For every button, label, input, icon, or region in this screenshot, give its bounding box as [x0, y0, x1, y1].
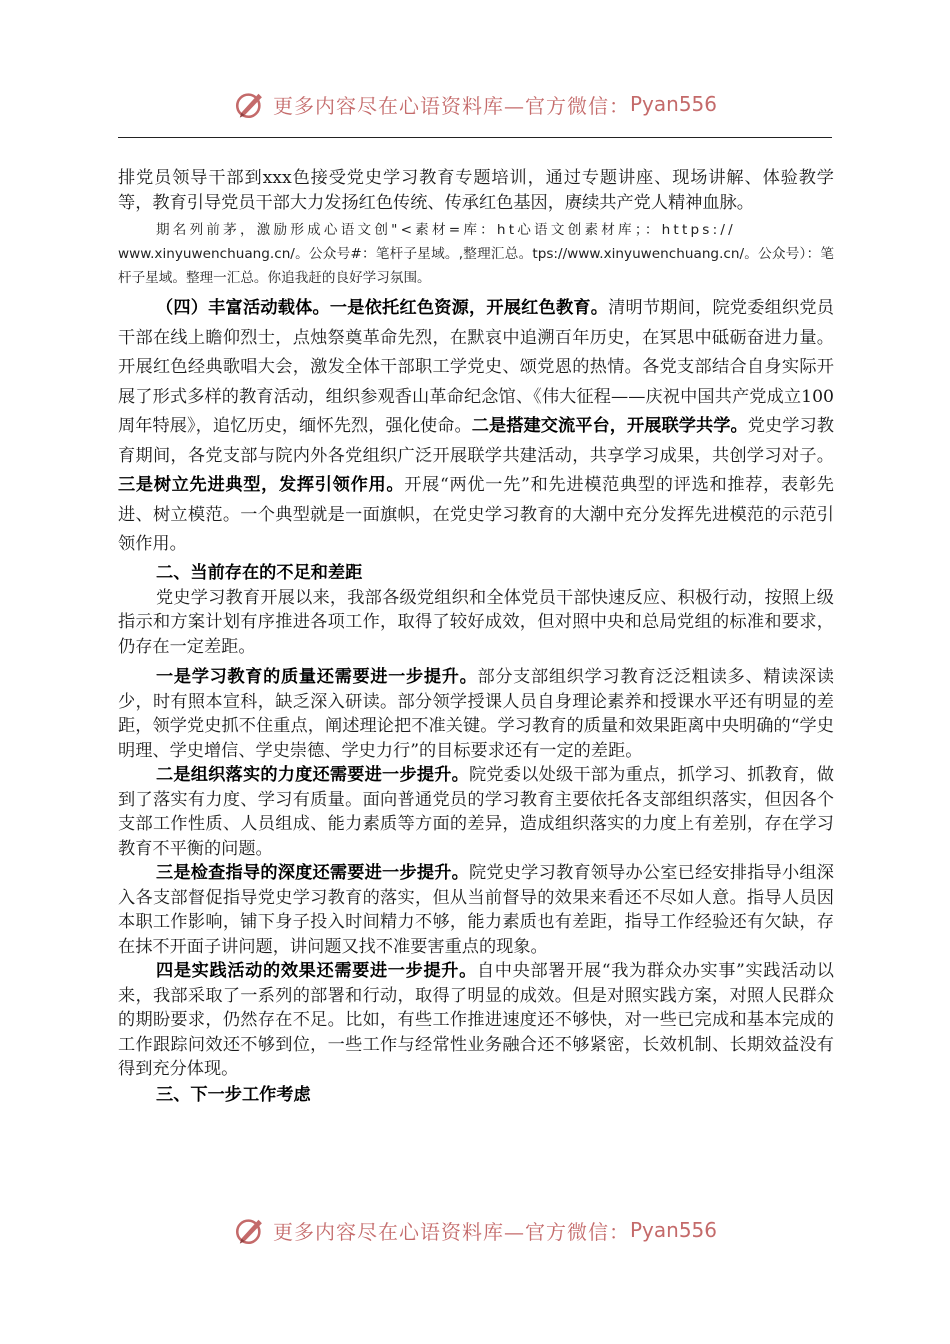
- section-4-heading: （四）丰富活动载体。一是依托红色资源，开展红色教育。: [156, 298, 609, 318]
- header-banner-text: 更多内容尽在心语资料库—官方微信：: [272, 93, 630, 118]
- paragraph-training: 排党员领导干部到xxx色接受党史学习教育专题培训，通过专题讲座、现场讲解、体验教学等，教育引导党员干部大力发扬红色传统、传承红色基因，赓续共产党人精神血脉。: [118, 168, 834, 213]
- header-divider: [118, 137, 832, 138]
- shortcoming-3: 三是检查指导的深度还需要进一步提升。院党史学习教育领导办公室已经安排指导小组深入各支部督促指导党史学习教育的落实，但从当前督导的效果来看还不尽如人意。指导人员因本职工作影响，铺下身子投入时间精力不够，能力素质也有差距，指导工作经验还有欠缺，存在抹不开面子讲问题，讲问题又找不准要害重点的现象。: [118, 863, 834, 957]
- paragraph-shortcomings-intro: 党史学习教育开展以来，我部各级党组织和全体党员干部快速反应、积极行动，按照上级指示和方案计划有序推进各项工作，取得了较好成效，但对照中央和总局党组的标准和要求，仍存在一定差距。: [118, 587, 834, 657]
- section-4-paragraph: （四）丰富活动载体。一是依托红色资源，开展红色教育。清明节期间，院党委组织党员干部在线上瞻仰烈士，点烛祭奠革命先烈，在默哀中追溯百年历史，在冥思中砥砺奋进力量。开展红色经典歌唱大会，激发全体干部职工学党史、颂党恩的热情。各党支部结合自身实际开展了形式多样的教育活动，组织参观香山革命纪念馆、《伟大征程——庆祝中国共产党成立100周年特展》，追忆历史，缅怀先烈，强化使命。二是搭建交流平台，开展联学共学。党史学习教育期间，各党支部与院内外各党组织广泛开展联学共建活动，共享学习成果，共创学习对子。三是树立先进典型，发挥引领作用。开展“两优一先”和先进模范典型的评选和推荐，表彰先进、树立模范。一个典型就是一面旗帜，在党史学习教育的大潮中充分发挥先进模范的示范引领作用。: [118, 298, 834, 554]
- source-line-1: 期名列前茅，激励形成心语文创"<素材=库：ht心语文创素材库；：https://: [156, 222, 736, 238]
- pen-logo-icon: [233, 1213, 267, 1247]
- shortcoming-4: 四是实践活动的效果还需要进一步提升。自中央部署开展“我为群众办实事”实践活动以来，我部采取了一系列的部署和行动，取得了明显的成效。但是对照实践方案，对照人民群众的期盼要求，仍然存在不足。比如，有些工作推进速度还不够快，对一些已完成和基本完成的工作跟踪问效还不够到位，一些工作与经常性业务融合还不够紧密，长效机制、长期效益没有得到充分体现。: [118, 961, 834, 1079]
- section-4-point-2: 二是搭建交流平台，开展联学共学。: [471, 416, 748, 436]
- document-body: [118, 166, 834, 1108]
- heading-shortcomings: 二、当前存在的不足和差距: [156, 562, 363, 583]
- shortcoming-2: 二是组织落实的力度还需要进一步提升。院党委以处级干部为重点，抓学习、抓教育，做到了落实有力度、学习有质量。面向普通党员的学习教育主要依托各支部组织落实，但因各个支部工作性质、人员组成、能力素质等方面的差异，造成组织落实的力度上有差别，存在学习教育不平衡的问题。: [118, 765, 834, 859]
- pen-logo-icon: [233, 87, 267, 121]
- heading-next-steps: 三、下一步工作考虑: [156, 1084, 311, 1105]
- source-watermark-text: [118, 218, 834, 290]
- footer-wechat-id: Pyan556: [629, 1218, 717, 1242]
- source-line-2: www.xinyuwenchuang.cn/。公众号#：笔杆子星域。,整理汇总。tps://www.xinyuwenchuang.cn/。公众号）：笔杆子星域。整理一汇总。你追我赶的良好学习氛围。: [118, 246, 834, 286]
- section-4-point-3: 三是树立先进典型，发挥引领作用。: [118, 475, 405, 495]
- header-banner: [0, 84, 950, 124]
- header-wechat-id: Pyan556: [629, 92, 717, 116]
- footer-banner: [0, 1210, 950, 1250]
- shortcoming-1: 一是学习教育的质量还需要进一步提升。部分支部组织学习教育泛泛粗读多、精读深读少，时有照本宣科，缺乏深入研读。部分领学授课人员自身理论素养和授课水平还有明显的差距，领学党史抓不住重点，阐述理论把不准关键。学习教育的质量和效果距离中央明确的“学史明理、学史增信、学史崇德、学史力行”的目标要求还有一定的差距。: [118, 667, 834, 761]
- footer-banner-text: 更多内容尽在心语资料库—官方微信：: [272, 1219, 630, 1244]
